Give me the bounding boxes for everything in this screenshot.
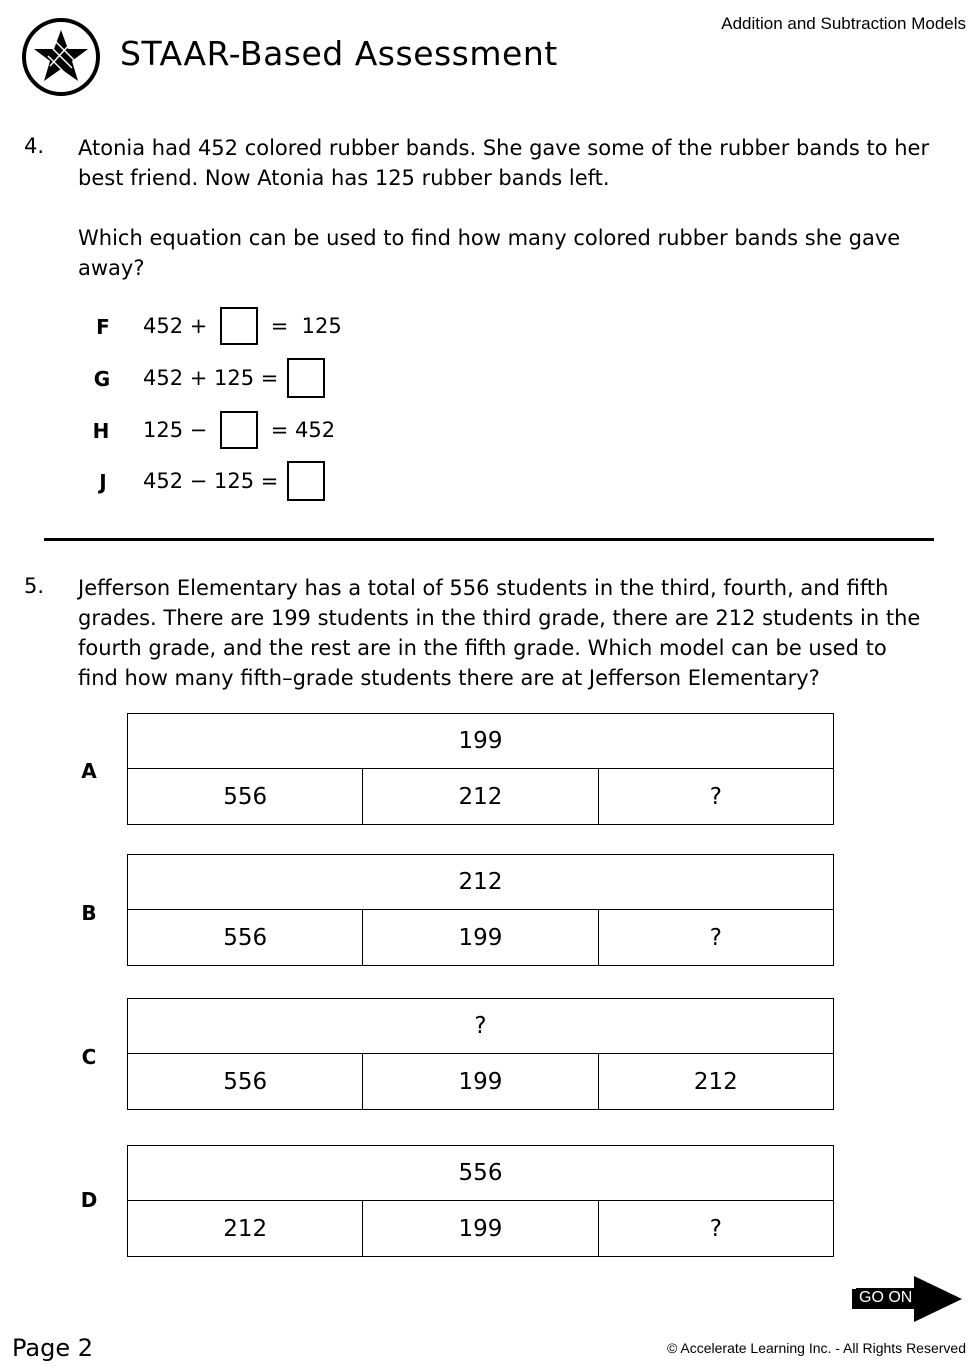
choice-d-model[interactable] <box>127 1145 834 1257</box>
choice-b-letter: B <box>81 901 97 925</box>
star-logo-icon <box>20 16 102 98</box>
question-4-prompt-line: away? <box>78 256 145 280</box>
choice-j-equation[interactable] <box>143 461 331 501</box>
question-5-number: 5. <box>24 574 45 598</box>
question-5-text-line: grades. There are 199 students in the third grade, there are 212 students in the <box>78 606 921 630</box>
choice-g-letter: G <box>93 367 111 391</box>
model-cell: ? <box>709 924 722 951</box>
model-cell: 556 <box>128 1054 363 1109</box>
equation-text: 452 − 125 = <box>143 469 286 493</box>
question-5-text-line: find how many fifth–grade students there are at Jefferson Elementary? <box>78 666 820 690</box>
answer-box <box>220 411 258 449</box>
model-cell: 199 <box>363 910 598 965</box>
question-4-text-line: Atonia had 452 colored rubber bands. She gave some of the rubber bands to her <box>78 136 930 160</box>
model-cell: 212 <box>363 769 598 824</box>
model-bottom-row <box>128 910 833 965</box>
question-5-text-line: Jefferson Elementary has a total of 556 students in the third, fourth, and fifth <box>78 576 889 600</box>
choice-f-equation[interactable] <box>143 307 342 345</box>
choice-a-letter: A <box>81 759 97 783</box>
header-subject: Addition and Subtraction Models <box>721 14 966 33</box>
question-4-text <box>78 133 968 193</box>
answer-box <box>287 461 325 501</box>
model-cell: 199 <box>363 1201 598 1256</box>
section-divider <box>44 538 934 541</box>
question-4-prompt-line: Which equation can be used to find how many colored rubber bands she gave <box>78 226 901 250</box>
copyright: © Accelerate Learning Inc. - All Rights Reserved <box>666 1340 966 1356</box>
answer-box <box>287 358 325 398</box>
model-top-cell: 212 <box>128 855 833 910</box>
choice-c-letter: C <box>81 1045 97 1069</box>
model-bottom-row <box>128 769 833 824</box>
choice-g-equation[interactable] <box>143 358 331 398</box>
model-bottom-row <box>128 1054 833 1109</box>
choice-c-model[interactable] <box>127 998 834 1110</box>
model-top-cell: 556 <box>128 1146 833 1201</box>
choice-a-model[interactable] <box>127 713 834 825</box>
choice-h-equation[interactable] <box>143 411 335 449</box>
equation-text: = 452 <box>264 418 336 442</box>
model-cell: 556 <box>128 769 363 824</box>
choice-f-letter: F <box>96 315 110 339</box>
choice-b-model[interactable] <box>127 854 834 966</box>
question-5-text-line: fourth grade, and the rest are in the fifth grade. Which model can be used to <box>78 636 887 660</box>
choice-d-letter: D <box>80 1188 98 1212</box>
model-cell: 199 <box>363 1054 598 1109</box>
model-cell: 212 <box>128 1201 363 1256</box>
go-on-button[interactable] <box>852 1276 964 1322</box>
page-number: Page 2 <box>12 1334 93 1362</box>
equation-text: 452 + <box>143 314 215 338</box>
equation-text: = 125 <box>264 314 342 338</box>
equation-text: 452 + 125 = <box>143 366 286 390</box>
model-cell: 556 <box>128 910 363 965</box>
question-5-text <box>78 573 968 693</box>
question-4-text-line: best friend. Now Atonia has 125 rubber bands left. <box>78 166 610 190</box>
choice-h-letter: H <box>92 419 110 443</box>
equation-text: 125 − <box>143 418 215 442</box>
model-cell: ? <box>709 1215 722 1242</box>
choice-j-letter: J <box>99 470 107 494</box>
go-on-label: GO ON <box>856 1288 915 1308</box>
model-cell: 212 <box>693 1068 738 1095</box>
model-cell: ? <box>709 783 722 810</box>
question-4-number: 4. <box>24 134 45 158</box>
model-top-cell: ? <box>128 999 833 1054</box>
question-4-prompt <box>78 223 968 283</box>
model-top-cell: 199 <box>128 714 833 769</box>
answer-box <box>220 307 258 345</box>
brand-title: STAAR-Based Assessment <box>120 34 558 73</box>
model-bottom-row <box>128 1201 833 1256</box>
